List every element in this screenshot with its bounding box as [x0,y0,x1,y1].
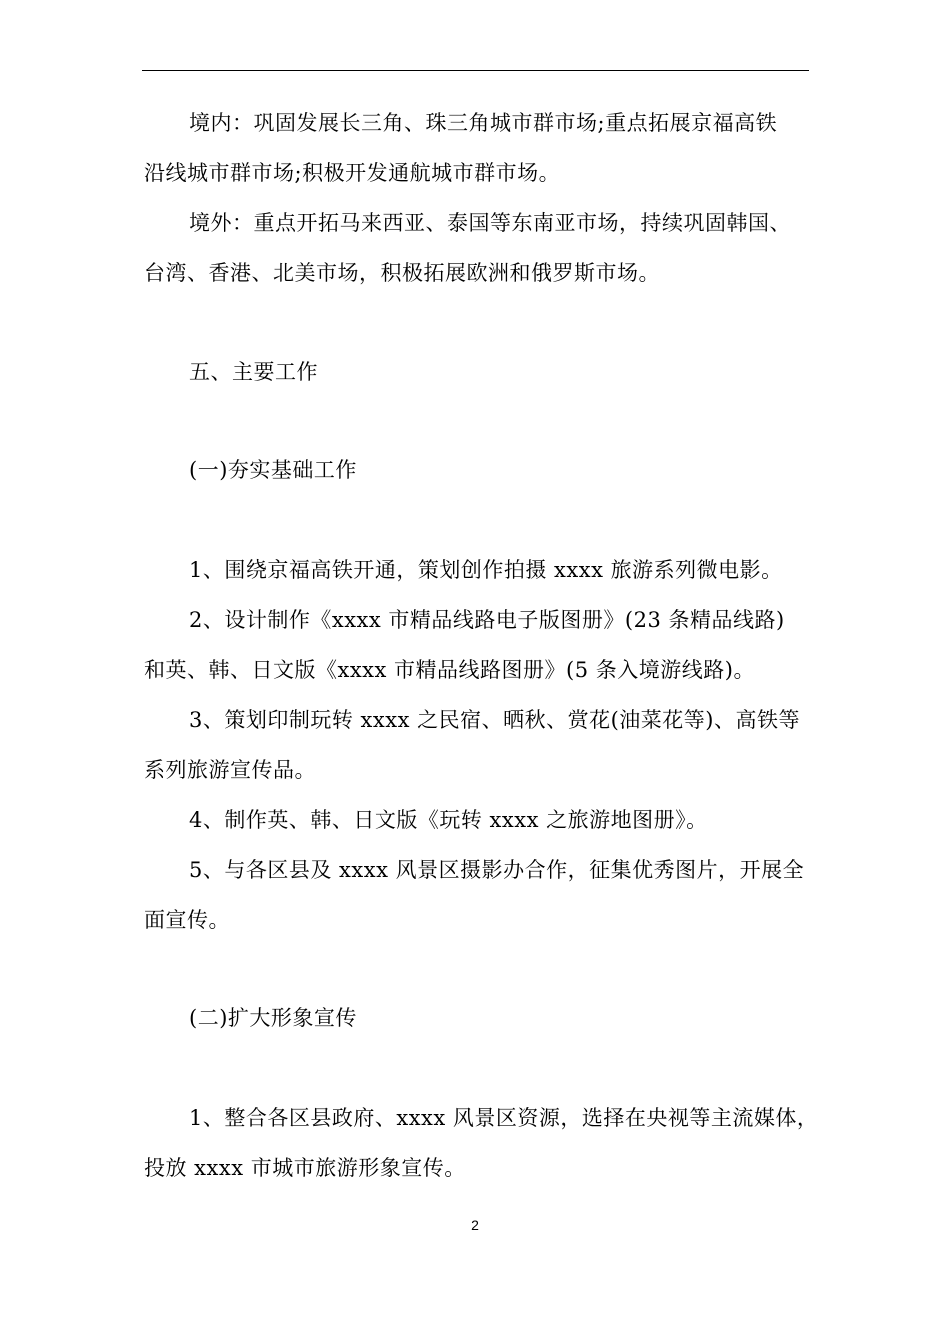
list-item-3-line-1: 3、策划印制玩转 xxxx 之民宿、晒秋、赏花(油菜花等)、高铁等 [189,708,800,732]
list-item-5-line-1: 5、与各区县及 xxxx 风景区摄影办合作，征集优秀图片，开展全 [189,858,805,882]
list-item-3-line-2: 系列旅游宣传品。 [144,758,316,782]
list-item-1-line-1: 1、围绕京福高铁开通，策划创作拍摄 xxxx 旅游系列微电影。 [189,558,783,582]
paragraph-domestic-line-1: 境内：巩固发展长三角、珠三角城市群市场;重点拓展京福高铁 [189,111,778,135]
subsection-heading-foundation: (一)夯实基础工作 [189,458,357,482]
header-rule [142,70,809,71]
list-item-5-line-2: 面宣传。 [144,908,230,932]
list-item-2-line-2: 和英、韩、日文版《xxxx 市精品线路图册》(5 条入境游线路)。 [144,658,755,682]
page-number: 2 [471,1217,479,1233]
list-item-b1-line-1: 1、整合各区县政府、xxxx 风景区资源，选择在央视等主流媒体， [189,1106,819,1130]
section-heading-main-work: 五、主要工作 [189,360,318,384]
list-item-2-line-1: 2、设计制作《xxxx 市精品线路电子版图册》(23 条精品线路) [189,608,785,632]
paragraph-overseas-line-2: 台湾、香港、北美市场，积极拓展欧洲和俄罗斯市场。 [144,261,660,285]
subsection-heading-image-promotion: (二)扩大形象宣传 [189,1006,357,1030]
paragraph-overseas-line-1: 境外：重点开拓马来西亚、泰国等东南亚市场，持续巩固韩国、 [189,211,791,235]
list-item-4-line-1: 4、制作英、韩、日文版《玩转 xxxx 之旅游地图册》。 [189,808,708,832]
list-item-b1-line-2: 投放 xxxx 市城市旅游形象宣传。 [144,1156,466,1180]
paragraph-domestic-line-2: 沿线城市群市场;积极开发通航城市群市场。 [144,161,561,185]
